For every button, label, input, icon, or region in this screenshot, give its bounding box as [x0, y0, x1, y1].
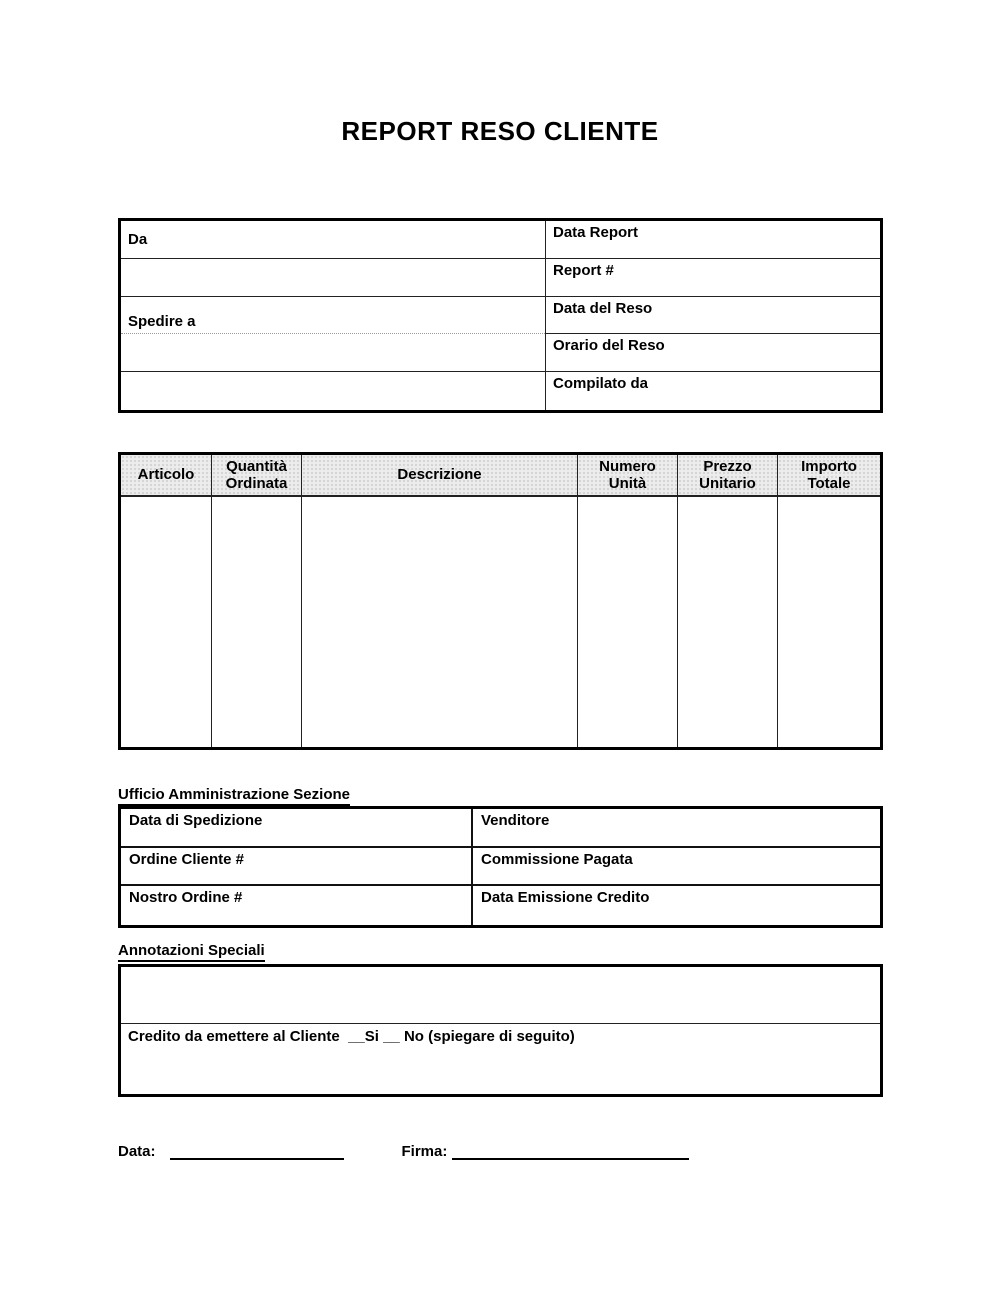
- report-number-label: Report #: [553, 261, 614, 279]
- ship-date-label: Data di Spedizione: [129, 812, 263, 829]
- info-table: [118, 218, 883, 413]
- customer-order-label: Ordine Cliente #: [129, 850, 245, 868]
- column-header-numero-unita: Numero Unità: [578, 455, 678, 497]
- completed-by-field[interactable]: [545, 372, 880, 410]
- our-order-label: Nostro Ordine #: [129, 889, 243, 907]
- notes-section-heading: Annotazioni Speciali: [118, 942, 265, 962]
- date-label: Data:: [118, 1143, 156, 1160]
- return-date-field[interactable]: [545, 297, 880, 335]
- column-header-descrizione: Descrizione: [302, 455, 578, 497]
- column-header-articolo: Articolo: [121, 455, 212, 497]
- return-time-field[interactable]: [545, 334, 880, 372]
- report-date-field[interactable]: [545, 221, 880, 259]
- page-title: REPORT RESO CLIENTE: [341, 116, 659, 146]
- notes-box: [118, 964, 883, 1097]
- ship-to-field[interactable]: [121, 297, 545, 335]
- salesperson-field[interactable]: [471, 809, 880, 848]
- return-date-label: Data del Reso: [553, 299, 653, 317]
- ship-to-field-line3[interactable]: [121, 372, 545, 410]
- date-fill-line[interactable]: [170, 1140, 344, 1160]
- column-header-quantita: Quantità Ordinata: [212, 455, 302, 497]
- return-time-label: Orario del Reso: [553, 337, 665, 355]
- credit-choice-label: Credito da emettere al Cliente __Si __ No (spiegare di seguito): [128, 1028, 575, 1045]
- completed-by-label: Compilato da: [553, 375, 649, 393]
- admin-table: [118, 806, 883, 928]
- items-body-importo-totale[interactable]: [778, 497, 880, 747]
- ship-to-label: Spedire a: [128, 313, 196, 331]
- items-body-articolo[interactable]: [121, 497, 212, 747]
- ship-date-field[interactable]: [121, 809, 471, 848]
- from-field-line2[interactable]: [121, 259, 545, 297]
- items-body-numero-unita[interactable]: [578, 497, 678, 747]
- items-body-descrizione[interactable]: [302, 497, 578, 747]
- credit-issue-date-label: Data Emissione Credito: [481, 889, 650, 907]
- items-table: [118, 452, 883, 750]
- column-header-importo-totale: Importo Totale: [778, 455, 880, 497]
- column-header-prezzo-unitario: Prezzo Unitario: [678, 455, 778, 497]
- report-date-label: Data Report: [553, 224, 639, 241]
- customer-order-field[interactable]: [121, 848, 471, 887]
- our-order-field[interactable]: [121, 886, 471, 925]
- signature-label: Firma:: [401, 1143, 448, 1160]
- commission-paid-label: Commissione Pagata: [481, 850, 633, 868]
- from-field[interactable]: [121, 221, 545, 259]
- admin-section-heading: Ufficio Amministrazione Sezione: [118, 786, 350, 806]
- items-body-prezzo-unitario[interactable]: [678, 497, 778, 747]
- credit-issue-date-field[interactable]: [471, 886, 880, 925]
- notes-free-text-area[interactable]: [121, 967, 880, 1024]
- ship-to-field-line2[interactable]: [121, 334, 545, 372]
- from-label: Da: [128, 230, 148, 248]
- report-number-field[interactable]: [545, 259, 880, 297]
- items-body-quantita[interactable]: [212, 497, 302, 747]
- signature-row: [118, 1132, 883, 1160]
- salesperson-label: Venditore: [481, 812, 550, 829]
- commission-paid-field[interactable]: [471, 848, 880, 887]
- credit-choice-area[interactable]: [121, 1024, 880, 1094]
- signature-fill-line[interactable]: [452, 1140, 689, 1160]
